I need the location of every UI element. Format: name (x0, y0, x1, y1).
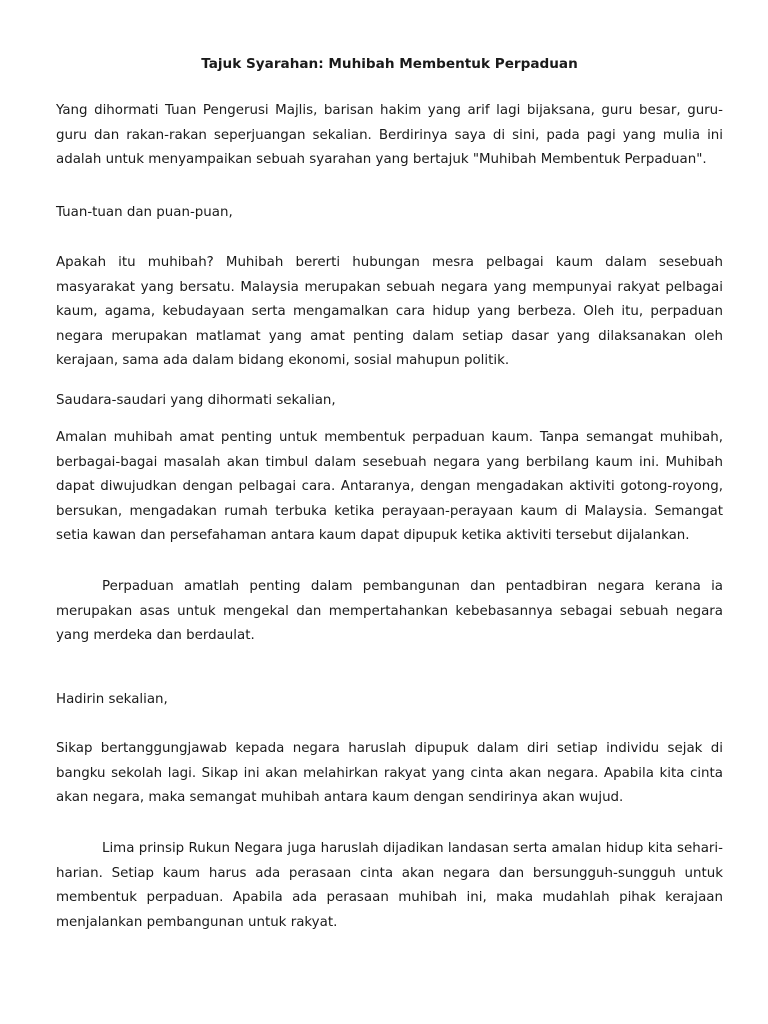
paragraph-salutation-3: Hadirin sekalian, (56, 692, 168, 707)
paragraph-definition: Apakah itu muhibah? Muhibah bererti hubungan mesra pelbagai kaum dalam sesebuah masyarakat yang bersatu. Malaysia merupakan sebuah negara yang mempunyai rakyat pelbagai kaum, agama, kebudayaan serta mengamalkan cara hidup yang berbeza. Oleh itu, perpaduan negara merupakan matlamat yang amat penting dalam setiap dasar yang dilaksanakan oleh kerajaan, sama ada dalam bidang ekonomi, sosial mahupun politik. (56, 255, 723, 369)
paragraph-importance: Amalan muhibah amat penting untuk membentuk perpaduan kaum. Tanpa semangat muhibah, berbagai-bagai masalah akan timbul dalam sesebuah negara yang berbilang kaum ini. Muhibah dapat diwujudkan dengan pelbagai cara. Antaranya, dengan mengadakan aktiviti gotong-royong, bersukan, mengadakan rumah terbuka ketika perayaan-perayaan kaum di Malaysia. Semangat setia kawan dan persefahaman antara kaum dapat dipupuk ketika aktiviti tersebut dijalankan. (56, 430, 723, 544)
document-page (56, 0, 723, 1024)
paragraph-responsibility: Sikap bertanggungjawab kepada negara haruslah dipupuk dalam diri setiap individu sejak di bangku sekolah lagi. Sikap ini akan melahirkan rakyat yang cinta akan negara. Apabila kita cinta akan negara, maka semangat muhibah antara kaum dengan sendirinya akan wujud. (56, 741, 723, 806)
speech-title: Tajuk Syarahan: Muhibah Membentuk Perpaduan (201, 56, 578, 72)
paragraph-opening: Yang dihormati Tuan Pengerusi Majlis, barisan hakim yang arif lagi bijaksana, guru besar, guru-guru dan rakan-rakan seperjuangan sekalian. Berdirinya saya di sini, pada pagi yang mulia ini adalah untuk menyampaikan sebuah syarahan yang bertajuk "Muhibah Membentuk Perpaduan". (56, 103, 723, 168)
paragraph-unity: Perpaduan amatlah penting dalam pembangunan dan pentadbiran negara kerana ia merupakan asas untuk mengekal dan mempertahankan kebebasannya sebagai sebuah negara yang merdeka dan berdaulat. (56, 579, 723, 644)
paragraph-salutation-1: Tuan-tuan dan puan-puan, (56, 205, 233, 220)
paragraph-rukun-negara: Lima prinsip Rukun Negara juga haruslah dijadikan landasan serta amalan hidup kita sehari-harian. Setiap kaum harus ada perasaan cinta akan negara dan bersungguh-sungguh untuk membentuk perpaduan. Apabila ada perasaan muhibah ini, maka mudahlah pihak kerajaan menjalankan pembangunan untuk rakyat. (56, 841, 723, 930)
paragraph-salutation-2: Saudara-saudari yang dihormati sekalian, (56, 393, 336, 408)
